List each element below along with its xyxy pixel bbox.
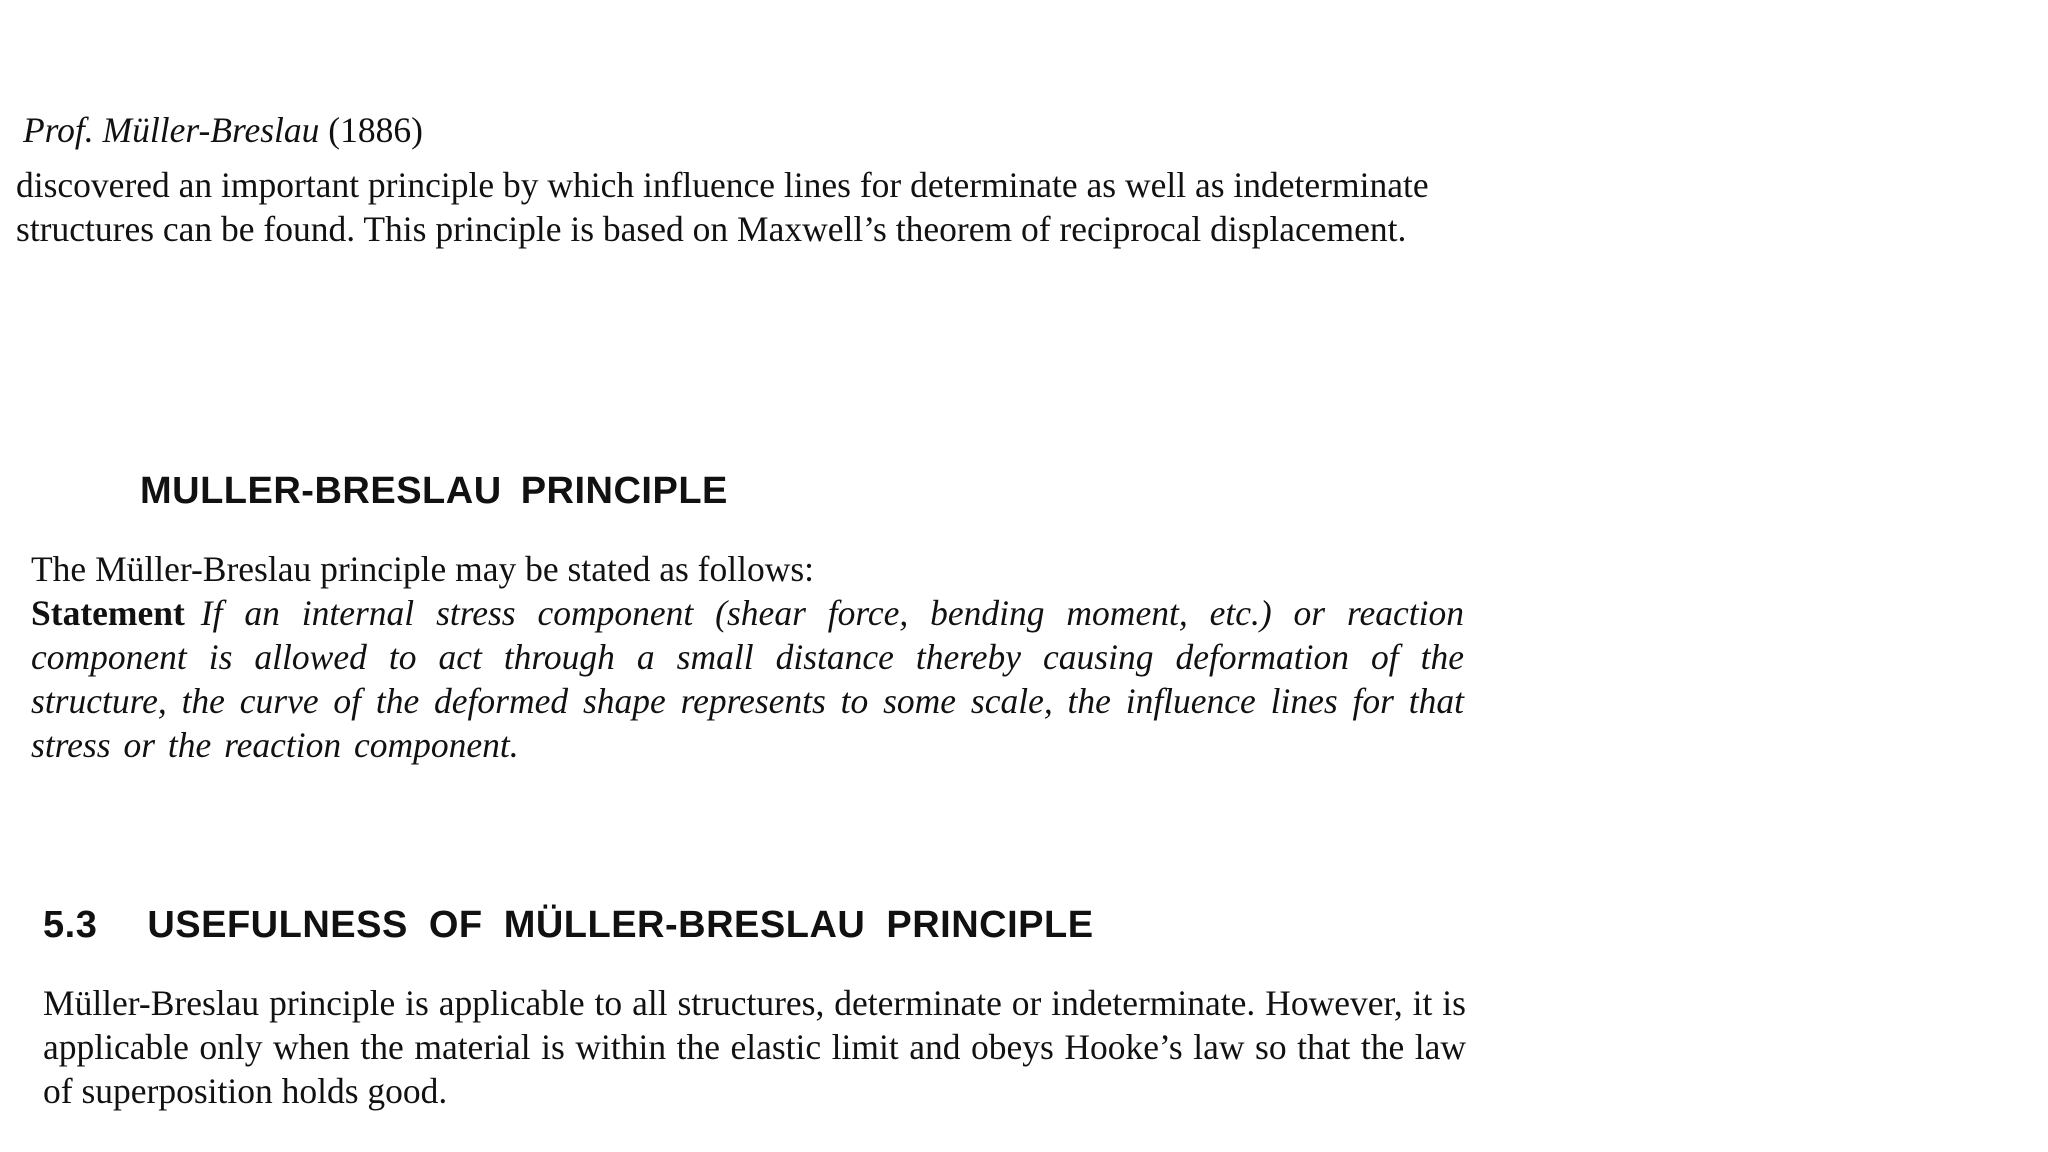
statement-paragraph [31,591,1464,767]
usefulness-title: USEFULNESS OF MÜLLER-BRESLAU PRINCIPLE [147,904,1094,946]
intro-attribution [23,108,423,152]
principle-lead: The Müller-Breslau principle may be stated as follows: [31,549,815,589]
statement-label: Statement [31,593,185,633]
usefulness-heading [43,901,1094,949]
statement-text: If an internal stress component (shear force, bending moment, etc.) or reaction component is allowed to act through a small distance thereby causing deformation of the structure, the curve of the deformed shape represents to some scale, the influence lines for that stress or the reaction component. [31,593,1464,765]
attribution-name: Prof. Müller-Breslau [23,110,320,150]
intro-line-1: discovered an important principle by which influence lines for determinate as well as indeterminate [16,165,1429,205]
usefulness-paragraph: Müller-Breslau principle is applicable to all structures, determinate or indeterminate. However, it is applicable only when the material is within the elastic limit and obeys Hooke’s law so that the law of superposition holds good. [43,983,1466,1111]
attribution-year: (1886) [328,110,423,150]
intro-line-2: structures can be found. This principle is based on Maxwell’s theorem of reciprocal displacement. [16,209,1407,249]
principle-heading: MULLER-BRESLAU PRINCIPLE [140,470,728,512]
section-number: 5.3 [43,904,98,946]
